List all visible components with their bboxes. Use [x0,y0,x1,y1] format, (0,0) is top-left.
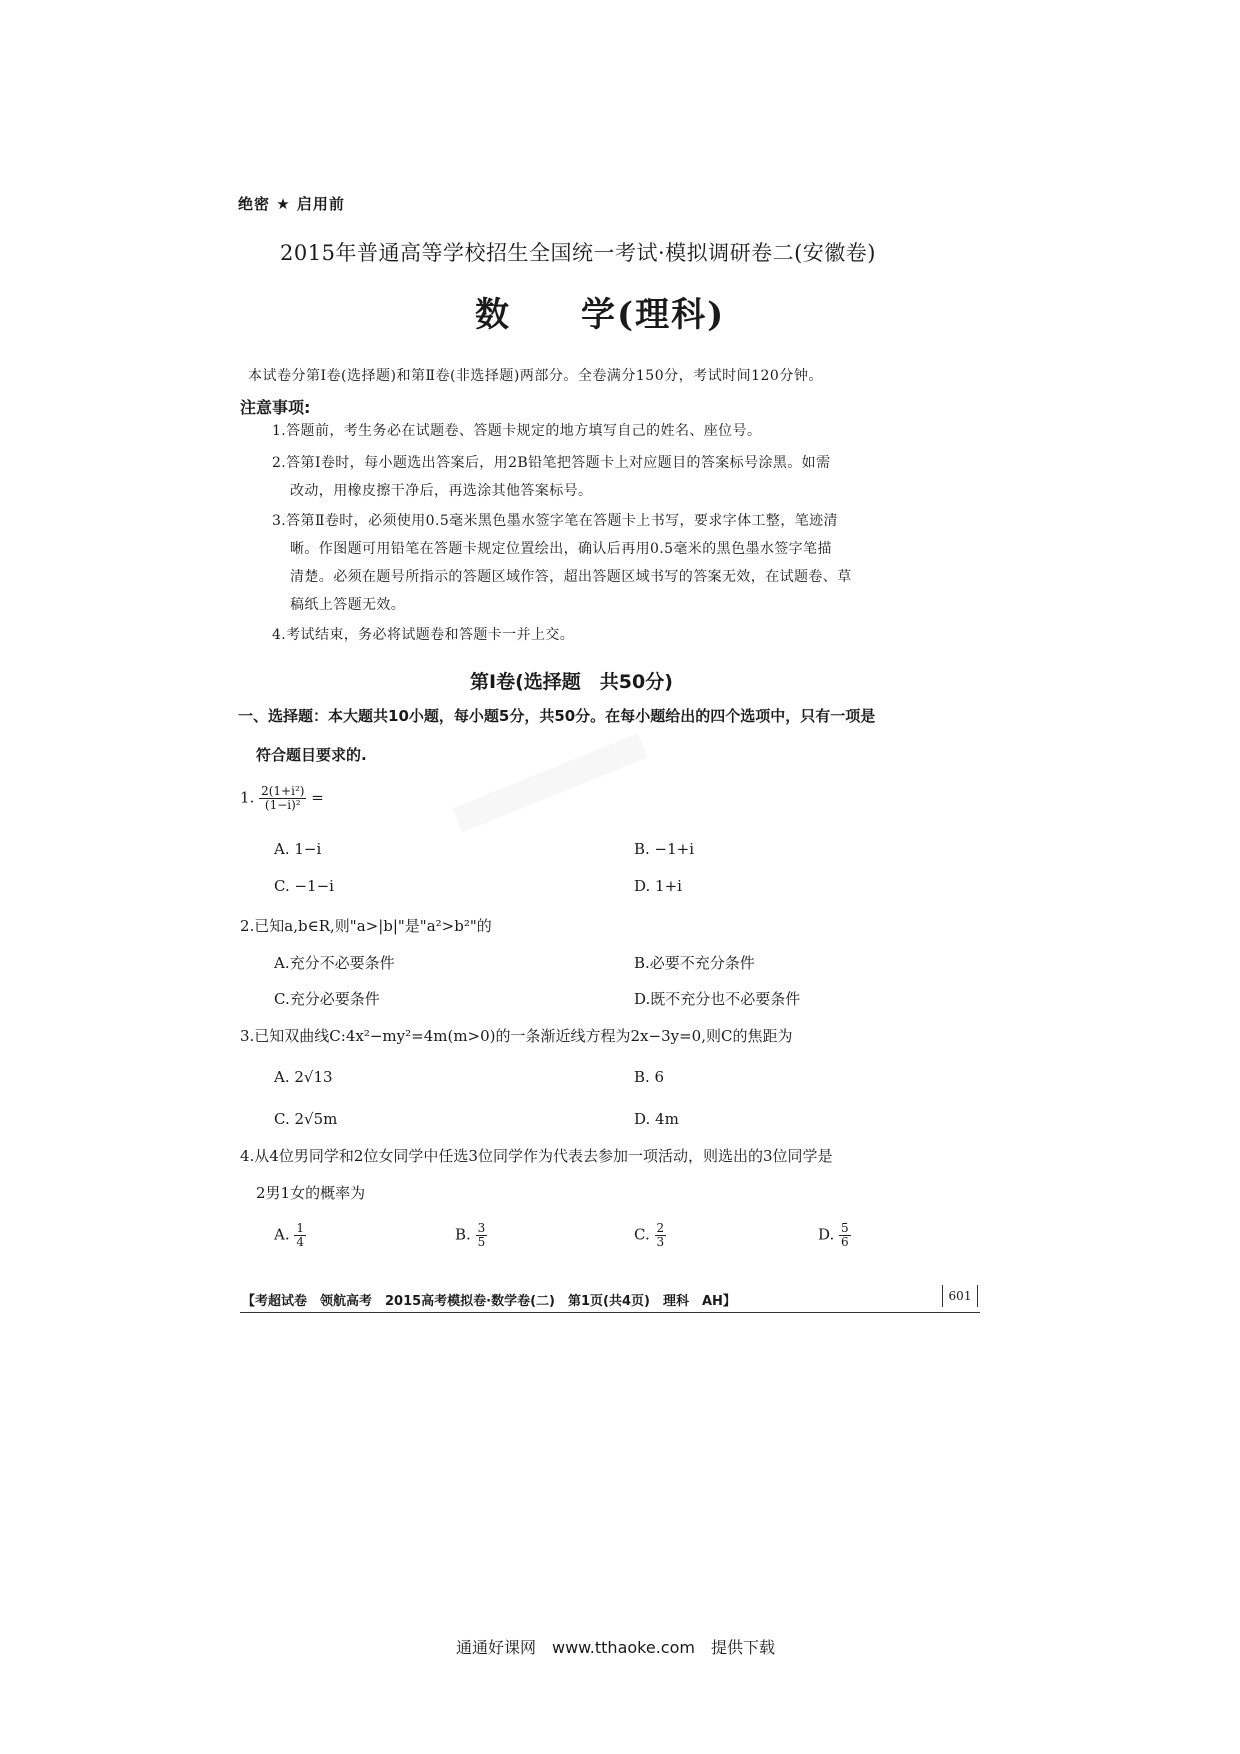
question-3-stem: 3.已知双曲线C:4x²−my²=4m(m>0)的一条渐近线方程为2x−3y=0,则C的焦距为 [240,1027,793,1045]
notice-line-3: 改动，用橡皮擦干净后，再选涂其他答案标号。 [290,483,593,499]
question-2-option-c: C.充分必要条件 [274,990,380,1008]
question-3-option-d: D. 4m [634,1110,679,1128]
question-4-option-b-den: 5 [477,1235,486,1249]
question-4-option-a [274,1222,306,1249]
question-4-option-a-fraction [294,1222,306,1249]
subject-left: 数 [475,295,511,335]
question-1-option-d: D. 1+i [634,877,682,895]
question-1-fraction [259,785,306,812]
question-1-option-c: C. −1−i [274,877,334,895]
question-1-denominator: (1−i)² [264,798,301,812]
page-number: 601 [942,1285,978,1307]
notice-line-6: 清楚。必须在题号所指示的答题区域作答，超出答题区域书写的答案无效，在试题卷、草 [290,569,852,585]
question-2-stem: 2.已知a,b∈R,则"a>|b|"是"a²>b²"的 [240,917,492,935]
notice-heading: 注意事项: [240,398,311,417]
subject-right: 学(理科) [581,295,726,335]
notice-line-8: 4.考试结束，务必将试题卷和答题卡一并上交。 [272,627,575,643]
watermark-smudge [452,733,647,832]
subject-title [475,287,725,336]
notice-line-2: 2.答第Ⅰ卷时，每小题选出答案后，用2B铅笔把答题卡上对应题目的答案标号涂黑。如需 [272,455,831,471]
question-1-number: 1. [240,788,255,807]
question-4-option-d-fraction [839,1222,851,1249]
question-3-option-a: A. 2√13 [274,1068,333,1086]
question-4-option-c-den: 3 [656,1235,665,1249]
question-2-option-d: D.既不充分也不必要条件 [634,990,801,1008]
notice-line-1: 1.答题前，考生务必在试题卷、答题卡规定的地方填写自己的姓名、座位号。 [272,423,762,439]
question-4-option-b-fraction [476,1222,488,1249]
download-attribution: 通通好课网 www.tthaoke.com 提供下载 [456,1638,775,1657]
question-4-option-d [818,1222,851,1249]
footer-divider [240,1312,980,1313]
question-4-option-a-den: 4 [296,1235,305,1249]
question-4-option-b-num: 3 [477,1221,486,1235]
question-4-option-c-fraction [655,1222,667,1249]
question-3-option-c: C. 2√5m [274,1110,338,1128]
question-2-option-b: B.必要不充分条件 [634,954,755,972]
page-footer: 【考超试卷 领航高考 2015高考模拟卷·数学卷(二) 第1页(共4页) 理科 AH】 [242,1294,736,1309]
section-instruction-2: 符合题目要求的. [256,746,367,764]
question-3-option-b: B. 6 [634,1068,665,1086]
section-heading: 第Ⅰ卷(选择题 共50分) [470,671,673,693]
question-4-stem-2: 2男1女的概率为 [256,1184,366,1202]
notice-line-4: 3.答第Ⅱ卷时，必须使用0.5毫米黑色墨水签字笔在答题卡上书写，要求字体工整，笔迹清 [272,513,838,529]
question-1-numerator: 2(1+i²) [261,784,305,798]
question-1-option-a: A. 1−i [274,840,322,858]
question-4-option-d-den: 6 [841,1235,849,1249]
question-4-option-a-num: 1 [296,1221,305,1235]
notice-line-7: 稿纸上答题无效。 [290,597,406,613]
question-4-option-d-num: 5 [841,1221,849,1235]
question-4-option-b [455,1222,487,1249]
notice-line-5: 晰。作图题可用铅笔在答题卡规定位置绘出，确认后再用0.5毫米的黑色墨水签字笔描 [290,541,832,557]
question-4-option-c-label: C. [634,1225,650,1244]
question-4-option-c [634,1222,666,1249]
question-2-option-a: A.充分不必要条件 [274,954,395,972]
question-4-stem-1: 4.从4位男同学和2位女同学中任选3位同学作为代表去参加一项活动，则选出的3位同学是 [240,1147,833,1165]
question-4-option-c-num: 2 [656,1221,665,1235]
exam-title: 2015年普通高等学校招生全国统一考试·模拟调研卷二(安徽卷) [280,241,877,265]
question-1-stem [240,785,324,812]
question-1-equals: = [311,788,324,807]
exam-intro: 本试卷分第Ⅰ卷(选择题)和第Ⅱ卷(非选择题)两部分。全卷满分150分，考试时间120分钟。 [248,368,823,384]
question-4-option-a-label: A. [274,1225,290,1244]
question-1-option-b: B. −1+i [634,840,695,858]
question-4-option-b-label: B. [455,1225,471,1244]
question-4-option-d-label: D. [818,1225,835,1244]
confidential-label: 绝密 ★ 启用前 [238,195,345,213]
section-instruction-1: 一、选择题：本大题共10小题，每小题5分，共50分。在每小题给出的四个选项中，只有一项是 [238,707,876,725]
